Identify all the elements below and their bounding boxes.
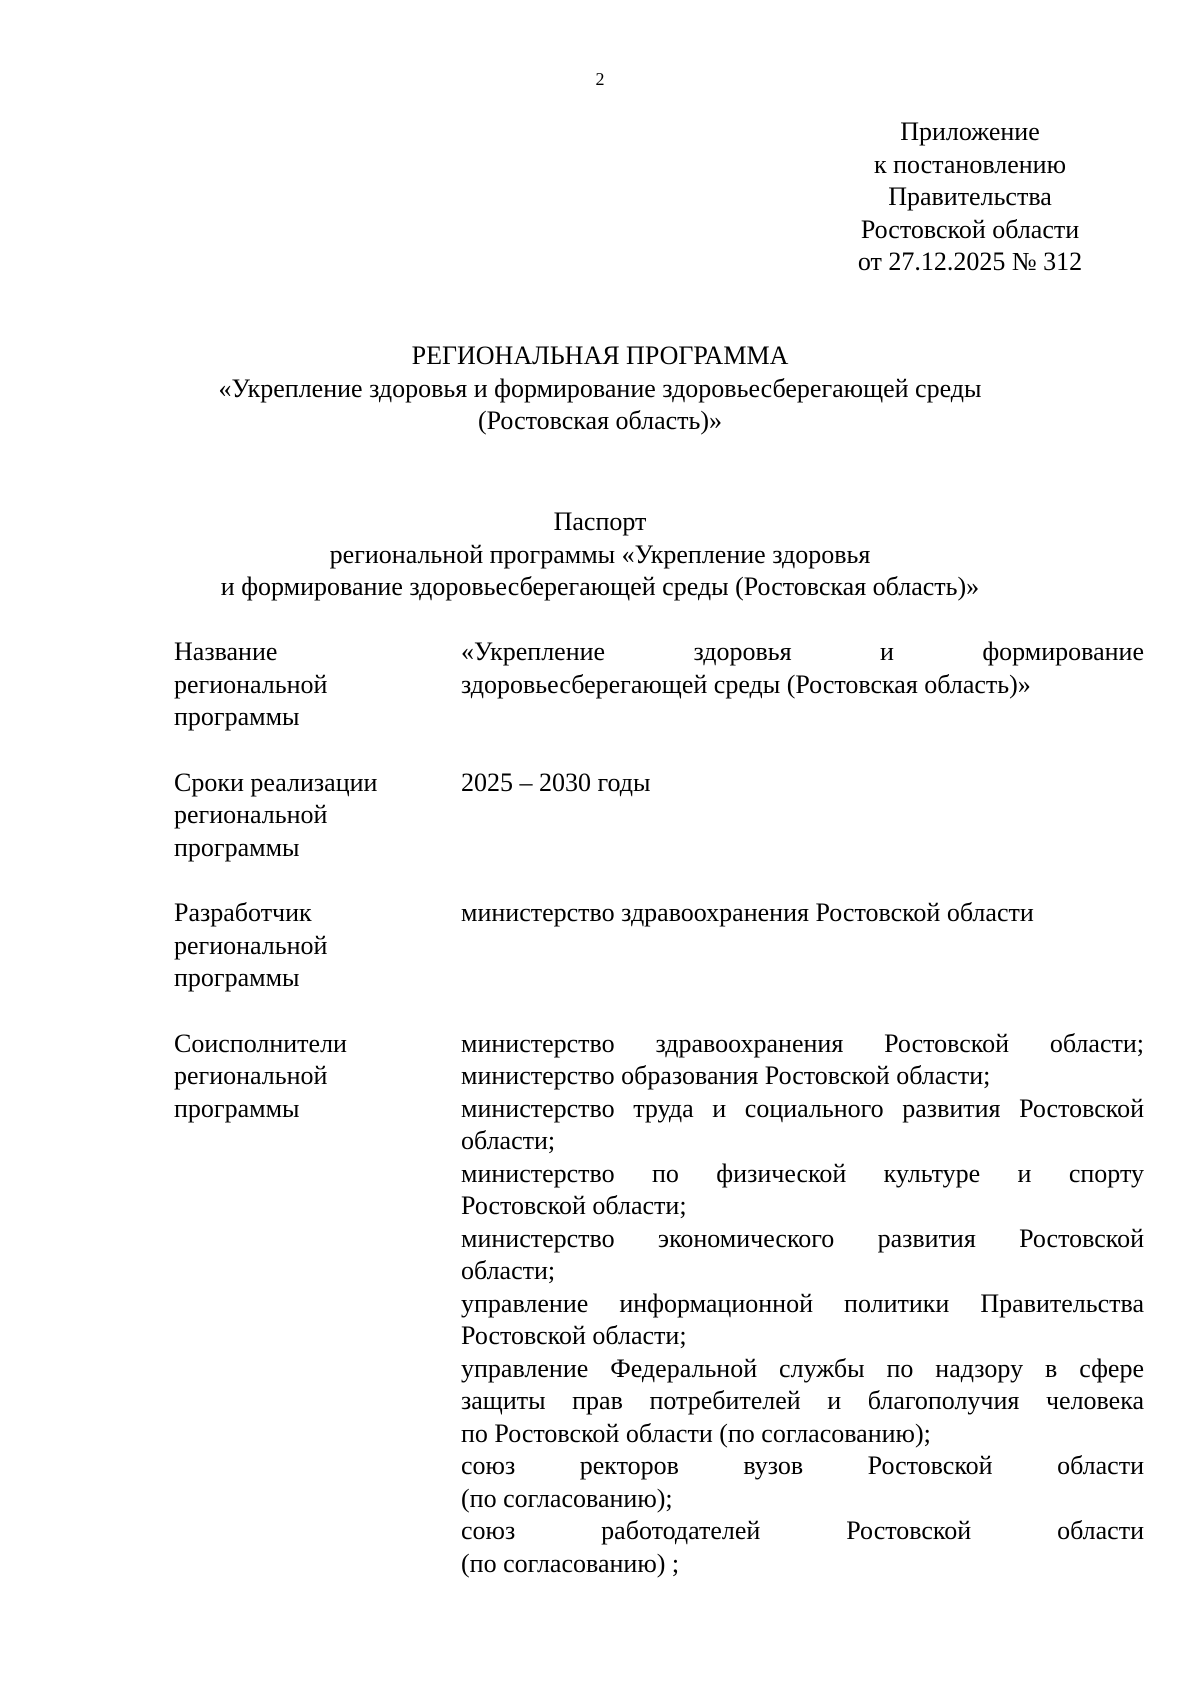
row-value-line: союз ректоров вузов Ростовской области bbox=[461, 1451, 1144, 1480]
passport-title-line: региональной программы «Укрепление здоровья bbox=[329, 539, 871, 569]
row-value-line: министерство экономического развития Ростовской bbox=[461, 1223, 1144, 1253]
row-value-line: защиты прав потребителей и благополучия человека bbox=[461, 1386, 1144, 1415]
row-value-line: области; bbox=[461, 1126, 556, 1155]
row-label-line: программы bbox=[174, 963, 300, 992]
row-label-line: Сроки реализации bbox=[174, 767, 378, 797]
row-label-line: программы bbox=[174, 1093, 300, 1123]
row-value bbox=[461, 636, 1144, 734]
row-label-line: программы bbox=[174, 702, 300, 731]
row-value bbox=[461, 767, 1144, 865]
program-title-line: РЕГИОНАЛЬНАЯ ПРОГРАММА bbox=[411, 341, 789, 370]
row-label-line: региональной bbox=[174, 930, 328, 960]
passport-title bbox=[150, 506, 1050, 604]
row-value-line: здоровьесберегающей среды (Ростовская область)» bbox=[461, 669, 1031, 699]
row-value-line: министерство по физической культуре и спорту bbox=[461, 1158, 1144, 1188]
program-title bbox=[150, 340, 1050, 438]
appendix-line: от 27.12.2025 № 312 bbox=[857, 247, 1083, 276]
row-label-line: региональной bbox=[174, 669, 328, 699]
passport-row-name bbox=[174, 636, 1144, 734]
appendix-block bbox=[820, 116, 1120, 279]
page-number: 2 bbox=[595, 69, 605, 89]
row-label-line: региональной bbox=[174, 800, 328, 829]
row-value-line: министерство образования Ростовской области; bbox=[461, 1061, 991, 1090]
row-value-line: Ростовской области; bbox=[461, 1191, 687, 1220]
row-value-line: союз работодателей Ростовской области bbox=[461, 1516, 1144, 1545]
program-title-line: «Укрепление здоровья и формирование здоровьесберегающей среды bbox=[218, 373, 982, 403]
row-value-line: Ростовской области; bbox=[461, 1321, 687, 1350]
appendix-line: Правительства bbox=[888, 182, 1052, 211]
row-label-line: Название bbox=[174, 637, 278, 666]
row-label-line: Разработчик bbox=[174, 898, 312, 927]
row-value-line: управление Федеральной службы по надзору в сфере bbox=[461, 1353, 1144, 1383]
row-value bbox=[461, 897, 1144, 995]
row-value-line: 2025 – 2030 годы bbox=[461, 767, 651, 797]
row-value-line: (по согласованию); bbox=[461, 1483, 673, 1513]
appendix-line: Приложение bbox=[900, 117, 1040, 146]
row-label-line: региональной bbox=[174, 1061, 328, 1090]
passport-row-coexecutors bbox=[174, 1028, 1144, 1581]
passport-title-line: Паспорт bbox=[553, 507, 647, 536]
row-value-line: (по согласованию) ; bbox=[461, 1548, 680, 1578]
appendix-line: Ростовской области bbox=[860, 214, 1080, 244]
row-value-line: министерство труда и социального развития Ростовской bbox=[461, 1093, 1144, 1123]
passport-row-period bbox=[174, 767, 1144, 865]
passport-title-line: и формирование здоровьесберегающей среды (Ростовская область)» bbox=[220, 572, 980, 601]
row-label bbox=[174, 897, 461, 995]
row-value-line: министерство здравоохранения Ростовской области; bbox=[461, 1028, 1144, 1058]
passport-table bbox=[174, 636, 1144, 1613]
row-label-line: программы bbox=[174, 832, 300, 862]
row-label bbox=[174, 1028, 461, 1581]
passport-row-developer bbox=[174, 897, 1144, 995]
row-value-line: управление информационной политики Правительства bbox=[461, 1288, 1144, 1318]
row-value-line: области; bbox=[461, 1256, 556, 1285]
row-label-line: Соисполнители bbox=[174, 1028, 347, 1058]
row-label bbox=[174, 767, 461, 865]
row-value bbox=[461, 1028, 1144, 1581]
appendix-line: к постановлению bbox=[873, 149, 1067, 179]
program-title-line: (Ростовская область)» bbox=[477, 406, 723, 435]
row-value-line: министерство здравоохранения Ростовской области bbox=[461, 898, 1034, 927]
row-value-line: по Ростовской области (по согласованию); bbox=[461, 1418, 931, 1448]
row-value-line: «Укрепление здоровья и формирование bbox=[461, 637, 1144, 666]
row-label bbox=[174, 636, 461, 734]
